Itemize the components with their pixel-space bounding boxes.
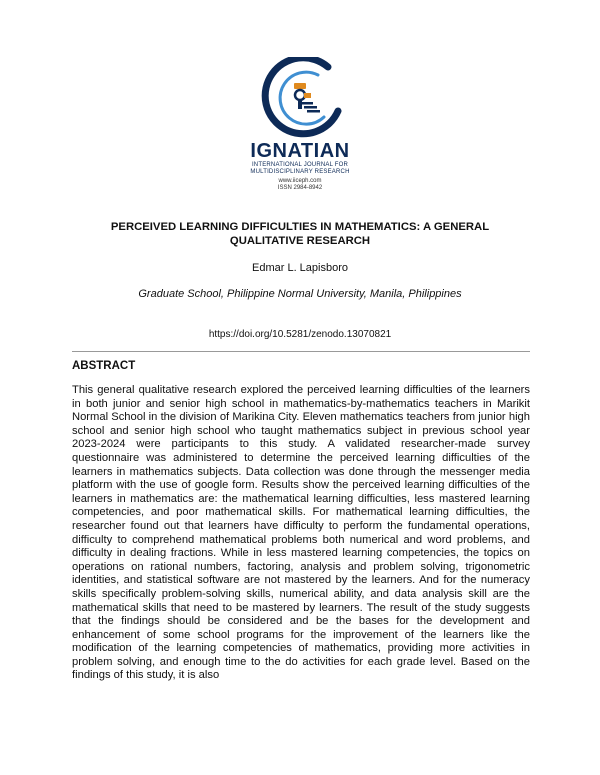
paper-title-line1: PERCEIVED LEARNING DIFFICULTIES IN MATHEMATICS: A GENERAL (110, 221, 490, 233)
journal-website: www.iiceph.com (278, 178, 322, 184)
paper-doi-link[interactable]: https://doi.org/10.5281/zenodo.13070821 (208, 329, 392, 340)
paper-title-line2: QUALITATIVE RESEARCH (229, 235, 371, 247)
journal-subtitle-line2: MULTIDISCIPLINARY RESEARCH (250, 169, 350, 175)
journal-name: IGNATIAN (250, 140, 350, 162)
abstract-body: This general qualitative research explored the perceived learning difficulties of the learners in both junior and senior high school in mathematics-by-mathematics teachers in Marikit Normal School in the division of Marikina City. Eleven mathematics teachers from junior high school and senior high school who taught mathematics subject in previous school year 2023-2024 were participants to this study. A validated researcher-made survey questionnaire was administered to determine the perceived learning difficulties of the learners in mathematics subjects. Data collection was done through the messenger media platform with the use of google form. Results show the perceived learning difficulties of the learners in mathematics are: the mathematical learning difficulties, less mastered learning competencies, and poor mathematical skills. For mathematical learning difficulties, the researcher found out that learners have difficulty to perform the fundamental operations, difficulty to comprehend mathematical problems both numerical and word problems, and difficulty in dealing fractions. While in less mastered learning competencies, the topics on operations on rational numbers, factoring, analysis and problem solving, trigonometric identities, and statistical software are not mastered by the learners. And for the numeracy skills specifically problem-solving skills, numerical ability, and data analysis skill are the mathematical skills that need to be mastered by learners. The result of the study suggests that the findings should be considered and be the bases for the development and enhancement of some school programs for the improvement of the learners like the modification of the learning competencies of mathematics, providing more activities in problem solving, and enough time to the do activities for each grade level. Based on the findings of this study, it is also (72, 384, 530, 682)
paper-title (80, 220, 520, 248)
abstract-heading: ABSTRACT (72, 360, 136, 372)
journal-logo-icon (254, 57, 346, 139)
journal-subtitle-line1: INTERNATIONAL JOURNAL FOR (251, 162, 349, 168)
journal-masthead (0, 57, 600, 192)
paper-affiliation: Graduate School, Philippine Normal University, Manila, Philippines (138, 288, 462, 300)
journal-issn: ISSN 2984-8942 (277, 185, 323, 191)
paper-author: Edmar L. Lapisboro (252, 262, 348, 274)
section-divider (72, 351, 530, 352)
